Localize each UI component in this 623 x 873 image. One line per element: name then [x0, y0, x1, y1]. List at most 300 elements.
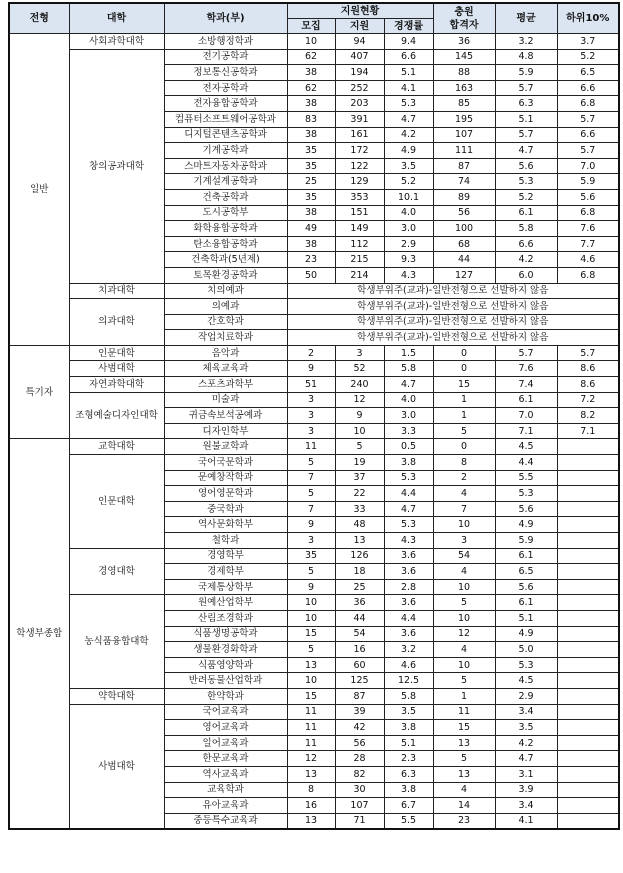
recruit-cell: 13 — [287, 813, 335, 829]
dept-cell: 한약학과 — [164, 688, 287, 704]
bottom10-cell: 6.6 — [557, 80, 619, 96]
final-pass-cell: 23 — [433, 813, 495, 829]
not-selected-note: 학생부위주(교과)-일반전형으로 선발하지 않음 — [287, 283, 619, 299]
final-pass-cell: 85 — [433, 96, 495, 112]
recruit-cell: 38 — [287, 205, 335, 221]
final-pass-cell: 7 — [433, 501, 495, 517]
ratio-cell: 3.8 — [384, 782, 433, 798]
dept-cell: 스포츠과학부 — [164, 377, 287, 393]
bottom10-cell: 5.6 — [557, 189, 619, 205]
average-cell: 5.1 — [495, 111, 557, 127]
header-final-pass-line1: 충원 — [454, 6, 474, 18]
recruit-cell: 62 — [287, 49, 335, 65]
dept-cell: 중등특수교육과 — [164, 813, 287, 829]
bottom10-cell — [557, 486, 619, 502]
average-cell: 4.1 — [495, 813, 557, 829]
bottom10-cell: 5.2 — [557, 49, 619, 65]
average-cell: 3.5 — [495, 720, 557, 736]
final-pass-cell: 2 — [433, 470, 495, 486]
average-cell: 3.4 — [495, 704, 557, 720]
final-pass-cell: 1 — [433, 688, 495, 704]
dept-cell: 반려동물산업학과 — [164, 673, 287, 689]
not-selected-note: 학생부위주(교과)-일반전형으로 선발하지 않음 — [287, 314, 619, 330]
final-pass-cell: 10 — [433, 657, 495, 673]
final-pass-cell: 107 — [433, 127, 495, 143]
recruit-cell: 83 — [287, 111, 335, 127]
average-cell: 4.9 — [495, 626, 557, 642]
bottom10-cell: 3.7 — [557, 34, 619, 50]
ratio-cell: 3.6 — [384, 564, 433, 580]
average-cell: 6.1 — [495, 595, 557, 611]
applicants-cell: 22 — [335, 486, 384, 502]
bottom10-cell — [557, 533, 619, 549]
final-pass-cell: 163 — [433, 80, 495, 96]
recruit-cell: 10 — [287, 673, 335, 689]
average-cell: 2.9 — [495, 688, 557, 704]
applicants-cell: 10 — [335, 423, 384, 439]
not-selected-note: 학생부위주(교과)-일반전형으로 선발하지 않음 — [287, 299, 619, 315]
dept-cell: 탄소융합공학과 — [164, 236, 287, 252]
final-pass-cell: 44 — [433, 252, 495, 268]
dept-cell: 역사교육과 — [164, 766, 287, 782]
ratio-cell: 2.8 — [384, 579, 433, 595]
applicants-cell: 30 — [335, 782, 384, 798]
dept-cell: 건축학과(5년제) — [164, 252, 287, 268]
average-cell: 4.5 — [495, 439, 557, 455]
college-cell: 약학대학 — [69, 688, 164, 704]
final-pass-cell: 56 — [433, 205, 495, 221]
bottom10-cell: 8.2 — [557, 408, 619, 424]
ratio-cell: 3.2 — [384, 642, 433, 658]
bottom10-cell — [557, 720, 619, 736]
table-row — [9, 299, 619, 315]
admission-results-table — [8, 2, 620, 830]
ratio-cell: 5.8 — [384, 688, 433, 704]
bottom10-cell: 8.6 — [557, 377, 619, 393]
recruit-cell: 35 — [287, 158, 335, 174]
final-pass-cell: 89 — [433, 189, 495, 205]
college-cell: 농식품융합대학 — [69, 595, 164, 689]
final-pass-cell: 145 — [433, 49, 495, 65]
bottom10-cell — [557, 642, 619, 658]
recruit-cell: 35 — [287, 189, 335, 205]
applicants-cell: 42 — [335, 720, 384, 736]
recruit-cell: 51 — [287, 377, 335, 393]
ratio-cell: 5.3 — [384, 470, 433, 486]
ratio-cell: 6.6 — [384, 49, 433, 65]
applicants-cell: 19 — [335, 455, 384, 471]
header-average: 평균 — [495, 3, 557, 34]
dept-cell: 중국학과 — [164, 501, 287, 517]
applicants-cell: 28 — [335, 751, 384, 767]
average-cell: 5.7 — [495, 80, 557, 96]
applicants-cell: 172 — [335, 143, 384, 159]
bottom10-cell: 6.6 — [557, 127, 619, 143]
dept-cell: 정보통신공학과 — [164, 65, 287, 81]
average-cell: 3.4 — [495, 798, 557, 814]
average-cell: 3.2 — [495, 34, 557, 50]
table-row — [9, 377, 619, 393]
applicants-cell: 44 — [335, 610, 384, 626]
applicants-cell: 126 — [335, 548, 384, 564]
table-row — [9, 439, 619, 455]
dept-cell: 귀금속보석공예과 — [164, 408, 287, 424]
average-cell: 4.4 — [495, 455, 557, 471]
final-pass-cell: 4 — [433, 642, 495, 658]
applicants-cell: 203 — [335, 96, 384, 112]
average-cell: 5.9 — [495, 65, 557, 81]
recruit-cell: 13 — [287, 657, 335, 673]
recruit-cell: 5 — [287, 455, 335, 471]
applicants-cell: 161 — [335, 127, 384, 143]
bottom10-cell — [557, 673, 619, 689]
average-cell: 6.5 — [495, 564, 557, 580]
final-pass-cell: 0 — [433, 361, 495, 377]
dept-cell: 전기공학과 — [164, 49, 287, 65]
college-cell: 치과대학 — [69, 283, 164, 299]
average-cell: 7.0 — [495, 408, 557, 424]
final-pass-cell: 111 — [433, 143, 495, 159]
bottom10-cell: 6.8 — [557, 267, 619, 283]
recruit-cell: 35 — [287, 143, 335, 159]
bottom10-cell: 6.5 — [557, 65, 619, 81]
dept-cell: 간호학과 — [164, 314, 287, 330]
final-pass-cell: 13 — [433, 735, 495, 751]
final-pass-cell: 12 — [433, 626, 495, 642]
dept-cell: 전자융합공학과 — [164, 96, 287, 112]
applicants-cell: 48 — [335, 517, 384, 533]
average-cell: 5.8 — [495, 221, 557, 237]
college-cell: 의과대학 — [69, 299, 164, 346]
final-pass-cell: 54 — [433, 548, 495, 564]
final-pass-cell: 74 — [433, 174, 495, 190]
bottom10-cell: 5.7 — [557, 143, 619, 159]
average-cell: 6.1 — [495, 392, 557, 408]
dept-cell: 문예창작학과 — [164, 470, 287, 486]
dept-cell: 기계공학과 — [164, 143, 287, 159]
ratio-cell: 4.7 — [384, 501, 433, 517]
bottom10-cell — [557, 595, 619, 611]
applicants-cell: 9 — [335, 408, 384, 424]
recruit-cell: 9 — [287, 361, 335, 377]
ratio-cell: 4.2 — [384, 127, 433, 143]
average-cell: 6.6 — [495, 236, 557, 252]
dept-cell: 국어교육과 — [164, 704, 287, 720]
recruit-cell: 10 — [287, 34, 335, 50]
applicants-cell: 391 — [335, 111, 384, 127]
bottom10-cell: 5.7 — [557, 111, 619, 127]
final-pass-cell: 1 — [433, 392, 495, 408]
dept-cell: 원불교학과 — [164, 439, 287, 455]
recruit-cell: 2 — [287, 345, 335, 361]
recruit-cell: 12 — [287, 751, 335, 767]
ratio-cell: 3.6 — [384, 626, 433, 642]
average-cell: 5.6 — [495, 158, 557, 174]
dept-cell: 토목환경공학과 — [164, 267, 287, 283]
bottom10-cell: 6.8 — [557, 205, 619, 221]
dept-cell: 스마트자동차공학과 — [164, 158, 287, 174]
final-pass-cell: 15 — [433, 377, 495, 393]
bottom10-cell — [557, 439, 619, 455]
applicants-cell: 125 — [335, 673, 384, 689]
applicants-cell: 16 — [335, 642, 384, 658]
college-cell: 사범대학 — [69, 361, 164, 377]
header-dept: 학과(부) — [164, 3, 287, 34]
applicants-cell: 5 — [335, 439, 384, 455]
header-recruit: 모집 — [287, 19, 335, 34]
ratio-cell: 4.3 — [384, 533, 433, 549]
dept-cell: 소방행정학과 — [164, 34, 287, 50]
final-pass-cell: 4 — [433, 486, 495, 502]
dept-cell: 체육교육과 — [164, 361, 287, 377]
college-cell: 교학대학 — [69, 439, 164, 455]
table-row — [9, 392, 619, 408]
dept-cell: 교육학과 — [164, 782, 287, 798]
dept-cell: 경영학부 — [164, 548, 287, 564]
bottom10-cell — [557, 735, 619, 751]
applicants-cell: 215 — [335, 252, 384, 268]
ratio-cell: 0.5 — [384, 439, 433, 455]
applicants-cell: 39 — [335, 704, 384, 720]
average-cell: 5.2 — [495, 189, 557, 205]
bottom10-cell — [557, 517, 619, 533]
final-pass-cell: 5 — [433, 595, 495, 611]
recruit-cell: 7 — [287, 470, 335, 486]
recruit-cell: 5 — [287, 642, 335, 658]
final-pass-cell: 1 — [433, 408, 495, 424]
average-cell: 4.5 — [495, 673, 557, 689]
recruit-cell: 3 — [287, 533, 335, 549]
bottom10-cell: 7.7 — [557, 236, 619, 252]
recruit-cell: 5 — [287, 564, 335, 580]
recruit-cell: 23 — [287, 252, 335, 268]
applicants-cell: 94 — [335, 34, 384, 50]
dept-cell: 영어영문학과 — [164, 486, 287, 502]
applicants-cell: 12 — [335, 392, 384, 408]
final-pass-cell: 88 — [433, 65, 495, 81]
bottom10-cell — [557, 564, 619, 580]
final-pass-cell: 13 — [433, 766, 495, 782]
recruit-cell: 5 — [287, 486, 335, 502]
college-cell: 창의공과대학 — [69, 49, 164, 283]
final-pass-cell: 10 — [433, 579, 495, 595]
applicants-cell: 36 — [335, 595, 384, 611]
bottom10-cell — [557, 610, 619, 626]
bottom10-cell: 7.0 — [557, 158, 619, 174]
dept-cell: 식품영양학과 — [164, 657, 287, 673]
recruit-cell: 11 — [287, 735, 335, 751]
type-cell: 학생부종합 — [9, 439, 69, 829]
bottom10-cell: 5.7 — [557, 345, 619, 361]
dept-cell: 음악과 — [164, 345, 287, 361]
average-cell: 5.6 — [495, 579, 557, 595]
final-pass-cell: 5 — [433, 673, 495, 689]
table-row — [9, 283, 619, 299]
college-cell: 사범대학 — [69, 704, 164, 829]
college-cell: 조형예술디자인대학 — [69, 392, 164, 439]
final-pass-cell: 10 — [433, 517, 495, 533]
average-cell: 5.3 — [495, 657, 557, 673]
recruit-cell: 13 — [287, 766, 335, 782]
recruit-cell: 11 — [287, 720, 335, 736]
college-cell: 인문대학 — [69, 455, 164, 549]
average-cell: 4.7 — [495, 143, 557, 159]
average-cell: 6.0 — [495, 267, 557, 283]
average-cell: 5.0 — [495, 642, 557, 658]
recruit-cell: 50 — [287, 267, 335, 283]
ratio-cell: 4.4 — [384, 610, 433, 626]
dept-cell: 원예산업학부 — [164, 595, 287, 611]
bottom10-cell — [557, 470, 619, 486]
type-cell: 일반 — [9, 34, 69, 346]
recruit-cell: 16 — [287, 798, 335, 814]
ratio-cell: 6.7 — [384, 798, 433, 814]
ratio-cell: 5.1 — [384, 735, 433, 751]
applicants-cell: 151 — [335, 205, 384, 221]
final-pass-cell: 11 — [433, 704, 495, 720]
dept-cell: 의예과 — [164, 299, 287, 315]
average-cell: 6.3 — [495, 96, 557, 112]
average-cell: 5.9 — [495, 533, 557, 549]
dept-cell: 컴퓨터소프트웨어공학과 — [164, 111, 287, 127]
bottom10-cell — [557, 782, 619, 798]
applicants-cell: 13 — [335, 533, 384, 549]
final-pass-cell: 0 — [433, 345, 495, 361]
applicants-cell: 60 — [335, 657, 384, 673]
final-pass-cell: 15 — [433, 720, 495, 736]
dept-cell: 건축공학과 — [164, 189, 287, 205]
dept-cell: 일어교육과 — [164, 735, 287, 751]
average-cell: 7.1 — [495, 423, 557, 439]
final-pass-cell: 10 — [433, 610, 495, 626]
ratio-cell: 3.8 — [384, 720, 433, 736]
average-cell: 4.8 — [495, 49, 557, 65]
dept-cell: 유아교육과 — [164, 798, 287, 814]
final-pass-cell: 100 — [433, 221, 495, 237]
applicants-cell: 54 — [335, 626, 384, 642]
ratio-cell: 4.0 — [384, 205, 433, 221]
final-pass-cell: 87 — [433, 158, 495, 174]
header-final-pass — [433, 3, 495, 34]
recruit-cell: 38 — [287, 236, 335, 252]
dept-cell: 국제통상학부 — [164, 579, 287, 595]
recruit-cell: 49 — [287, 221, 335, 237]
average-cell: 4.2 — [495, 252, 557, 268]
bottom10-cell: 4.6 — [557, 252, 619, 268]
final-pass-cell: 5 — [433, 423, 495, 439]
table-row — [9, 688, 619, 704]
applicants-cell: 37 — [335, 470, 384, 486]
bottom10-cell — [557, 751, 619, 767]
ratio-cell: 4.0 — [384, 392, 433, 408]
dept-cell: 산림조경학과 — [164, 610, 287, 626]
recruit-cell: 15 — [287, 688, 335, 704]
dept-cell: 생물환경화학과 — [164, 642, 287, 658]
header-ratio: 경쟁률 — [384, 19, 433, 34]
recruit-cell: 7 — [287, 501, 335, 517]
bottom10-cell — [557, 766, 619, 782]
header-final-pass-line2: 합격자 — [449, 19, 479, 31]
dept-cell: 화학융합공학과 — [164, 221, 287, 237]
recruit-cell: 8 — [287, 782, 335, 798]
recruit-cell: 62 — [287, 80, 335, 96]
recruit-cell: 35 — [287, 548, 335, 564]
dept-cell: 작업치료학과 — [164, 330, 287, 346]
applicants-cell: 129 — [335, 174, 384, 190]
dept-cell: 디자인학부 — [164, 423, 287, 439]
applicants-cell: 82 — [335, 766, 384, 782]
ratio-cell: 5.5 — [384, 813, 433, 829]
table-row — [9, 34, 619, 50]
average-cell: 7.6 — [495, 361, 557, 377]
dept-cell: 영어교육과 — [164, 720, 287, 736]
ratio-cell: 4.3 — [384, 267, 433, 283]
final-pass-cell: 14 — [433, 798, 495, 814]
bottom10-cell: 5.9 — [557, 174, 619, 190]
table-row — [9, 704, 619, 720]
applicants-cell: 25 — [335, 579, 384, 595]
not-selected-note: 학생부위주(교과)-일반전형으로 선발하지 않음 — [287, 330, 619, 346]
dept-cell: 미술과 — [164, 392, 287, 408]
table-row — [9, 595, 619, 611]
average-cell: 5.3 — [495, 174, 557, 190]
ratio-cell: 10.1 — [384, 189, 433, 205]
recruit-cell: 38 — [287, 96, 335, 112]
ratio-cell: 3.6 — [384, 595, 433, 611]
final-pass-cell: 3 — [433, 533, 495, 549]
dept-cell: 한문교육과 — [164, 751, 287, 767]
applicants-cell: 112 — [335, 236, 384, 252]
dept-cell: 역사문화학부 — [164, 517, 287, 533]
dept-cell: 치의예과 — [164, 283, 287, 299]
college-cell: 사회과학대학 — [69, 34, 164, 50]
ratio-cell: 12.5 — [384, 673, 433, 689]
applicants-cell: 407 — [335, 49, 384, 65]
ratio-cell: 1.5 — [384, 345, 433, 361]
header-bottom10: 하위10% — [557, 3, 619, 34]
dept-cell: 식품생명공학과 — [164, 626, 287, 642]
dept-cell: 국어국문학과 — [164, 455, 287, 471]
college-cell: 경영대학 — [69, 548, 164, 595]
ratio-cell: 5.3 — [384, 517, 433, 533]
dept-cell: 기계설계공학과 — [164, 174, 287, 190]
applicants-cell: 56 — [335, 735, 384, 751]
ratio-cell: 9.3 — [384, 252, 433, 268]
final-pass-cell: 4 — [433, 564, 495, 580]
ratio-cell: 2.3 — [384, 751, 433, 767]
average-cell: 3.1 — [495, 766, 557, 782]
bottom10-cell: 6.8 — [557, 96, 619, 112]
average-cell: 4.2 — [495, 735, 557, 751]
average-cell: 4.9 — [495, 517, 557, 533]
ratio-cell: 5.2 — [384, 174, 433, 190]
recruit-cell: 10 — [287, 595, 335, 611]
recruit-cell: 10 — [287, 610, 335, 626]
recruit-cell: 38 — [287, 127, 335, 143]
bottom10-cell — [557, 501, 619, 517]
final-pass-cell: 0 — [433, 439, 495, 455]
type-cell: 특기자 — [9, 345, 69, 439]
ratio-cell: 6.3 — [384, 766, 433, 782]
dept-cell: 전자공학과 — [164, 80, 287, 96]
applicants-cell: 353 — [335, 189, 384, 205]
ratio-cell: 9.4 — [384, 34, 433, 50]
recruit-cell: 38 — [287, 65, 335, 81]
ratio-cell: 3.0 — [384, 221, 433, 237]
applicants-cell: 3 — [335, 345, 384, 361]
table-row — [9, 548, 619, 564]
bottom10-cell: 8.6 — [557, 361, 619, 377]
